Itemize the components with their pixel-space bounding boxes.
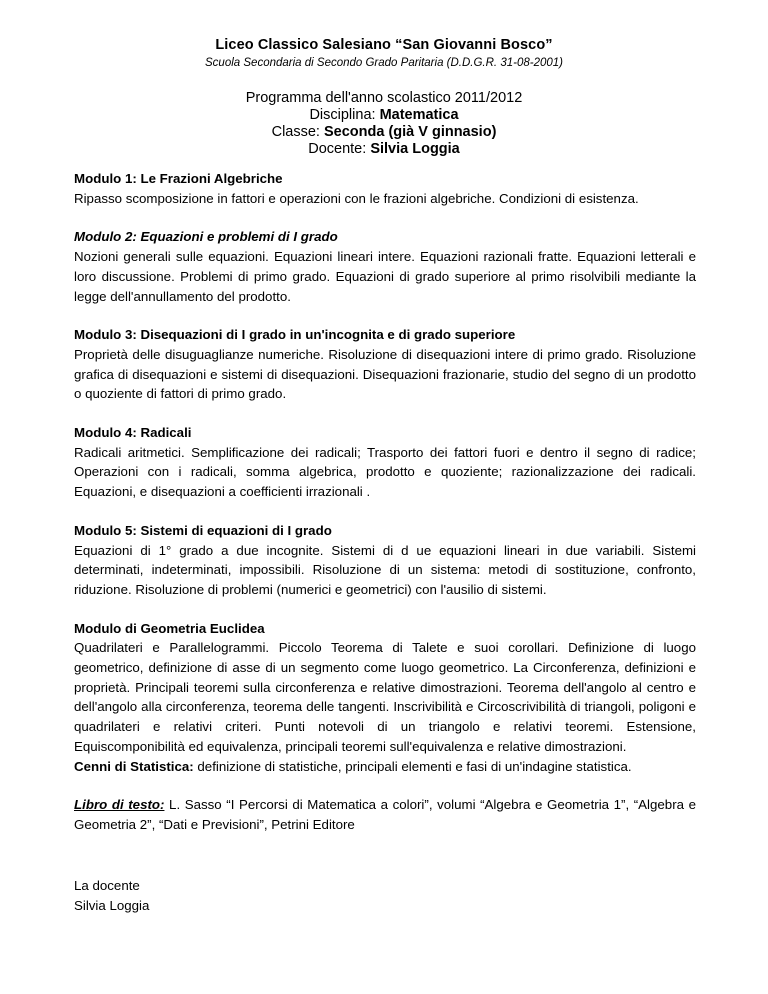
teacher-value: Silvia Loggia xyxy=(370,141,460,157)
class-label: Classe: xyxy=(271,124,324,140)
module-title: Modulo 1: Le Frazioni Algebriche xyxy=(74,171,283,186)
statistics-paragraph xyxy=(74,757,696,777)
module-3 xyxy=(74,325,696,404)
module-1 xyxy=(74,169,696,208)
module-title: Modulo di Geometria Euclidea xyxy=(74,620,265,636)
school-name: Liceo Classico Salesiano “San Giovanni Bosco” xyxy=(215,37,553,53)
program-year: Programma dell'anno scolastico 2011/2012 xyxy=(245,90,523,106)
module-2 xyxy=(74,227,696,306)
discipline-line xyxy=(0,107,768,124)
module-geometry xyxy=(74,619,696,777)
statistics-label: Cenni di Statistica: xyxy=(74,758,194,774)
class-line xyxy=(0,124,768,141)
statistics-text: definizione di statistiche, principali elementi e fasi di un'indagine statistica. xyxy=(193,758,632,774)
module-title: Modulo 2: Equazioni e problemi di I grado xyxy=(74,229,338,245)
textbook-block xyxy=(74,795,696,834)
discipline-label: Disciplina: xyxy=(309,107,380,123)
discipline-value: Matematica xyxy=(379,107,459,123)
module-text: Radicali aritmetici. Semplificazione dei radicali; Trasporto dei fattori fuori e dentro il segno di radice; Operazioni con i radicali, somma algebrica, prodotto e quoziente; razionalizzazione dei radicali. Equazioni, e disequazioni a coefficienti irrazionali . xyxy=(74,444,696,500)
module-text: Quadrilateri e Parallelogrammi. Piccolo Teorema di Talete e suoi corollari. Definizione di luogo geometrico, definizione di asse di un segmento come luogo geometrico. La Circonferenza, definizioni e proprietà. Principali teoremi sulla circonferenza e relative dimostrazioni. Teorema dell'angolo al centro e dell'angolo alla circonferenza, teorema delle tangenti. Inscrivibilità e Circoscrivibilità di triangoli, poligoni e quadrilateri e relativi criteri. Punti notevoli di un triangolo e relativi teoremi. Estensione, Equiscomponibilità ed equivalenza, principali teoremi sull'equivalenza e relative dimostrazioni. xyxy=(74,640,696,754)
module-text: Equazioni di 1° grado a due incognite. Sistemi di d ue equazioni lineari in due variabili. Sistemi determinati, indeterminati, impossibili. Risoluzione di un sistema: metodi di sostituzione, confronto, riduzione. Risoluzione di problemi (numerici e geometrici) con l'ausilio di sistemi. xyxy=(74,542,696,597)
textbook-label: Libro di testo: xyxy=(74,797,165,813)
signature-role: La docente xyxy=(74,878,140,893)
module-4 xyxy=(74,423,696,502)
module-text: Ripasso scomposizione in fattori e operazioni con le frazioni algebriche. Condizioni di esistenza. xyxy=(74,190,639,206)
module-5 xyxy=(74,521,696,600)
class-value: Seconda (già V ginnasio) xyxy=(323,124,497,140)
signature-name: Silvia Loggia xyxy=(74,897,150,913)
module-text: Nozioni generali sulle equazioni. Equazioni lineari intere. Equazioni razionali fratte. Equazioni letterali e loro discussione. Problemi di primo grado. Equazioni di grado superiore al primo risolvibili mediante la legge dell'annullamento del prodotto. xyxy=(74,249,696,304)
program-header xyxy=(0,90,768,158)
teacher-line xyxy=(0,141,768,158)
textbook-text: L. Sasso “I Percorsi di Matematica a colori”, volumi “Algebra e Geometria 1”, “Algebra e Geometria 2”, “Dati e Previsioni”, Petrini Editore xyxy=(74,797,697,832)
module-title: Modulo 3: Disequazioni di I grado in un'incognita e di grado superiore xyxy=(74,327,516,343)
signature-block xyxy=(74,876,149,915)
textbook-paragraph xyxy=(74,795,696,834)
module-title: Modulo 4: Radicali xyxy=(74,425,192,441)
teacher-label: Docente: xyxy=(308,141,371,157)
school-subtitle: Scuola Secondaria di Secondo Grado Paritaria (D.D.G.R. 31-08-2001) xyxy=(205,57,563,69)
module-title: Modulo 5: Sistemi di equazioni di I grado xyxy=(74,522,332,538)
module-text: Proprietà delle disuguaglianze numeriche. Risoluzione di disequazioni intere di primo grado. Risoluzione grafica di disequazioni e sistemi di disequazioni. Disequazioni frazionarie, studio del segno di un prodotto o quoziente di fattori di primo grado. xyxy=(74,346,696,402)
program-body xyxy=(74,169,696,854)
